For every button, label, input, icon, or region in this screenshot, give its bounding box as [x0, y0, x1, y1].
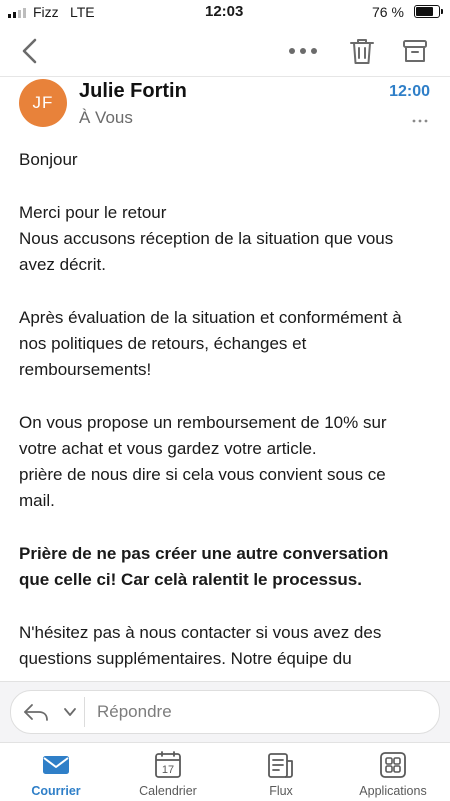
tab-label: Courrier: [31, 784, 81, 798]
apps-icon: [377, 749, 409, 781]
status-bar: [0, 0, 450, 24]
tab-applications[interactable]: [337, 743, 449, 801]
reply-separator: [84, 697, 85, 727]
more-options-button[interactable]: [286, 40, 320, 62]
chevron-left-icon: [14, 34, 48, 68]
delete-button[interactable]: [345, 34, 379, 68]
network-label: LTE: [70, 4, 95, 20]
body-line: que celle ci! Car celà ralentit le processus.: [19, 570, 362, 589]
tab-label: Applications: [359, 784, 427, 798]
battery-percent: 76 %: [372, 4, 404, 20]
tab-calendrier[interactable]: [112, 743, 224, 801]
more-horizontal-icon: [286, 40, 320, 62]
body-line: On vous propose un remboursement de 10% sur: [19, 413, 387, 432]
chevron-down-icon[interactable]: [63, 705, 77, 719]
archive-button[interactable]: [398, 34, 432, 68]
archive-icon: [398, 34, 432, 68]
message-body: [19, 147, 434, 699]
body-paragraph: [19, 410, 434, 514]
body-line: prière de nous dire si cela vous convient sous ce: [19, 465, 386, 484]
message-more-button[interactable]: [412, 112, 428, 120]
tab-label: Flux: [269, 784, 293, 798]
signal-icon: [8, 8, 26, 18]
body-line: questions supplémentaires. Notre équipe du: [19, 649, 352, 668]
reply-bar: [0, 681, 450, 743]
tab-flux[interactable]: [225, 743, 337, 801]
message-toolbar: [0, 26, 450, 76]
tab-courrier[interactable]: [0, 743, 112, 801]
body-line: remboursements!: [19, 360, 152, 379]
message-time: 12:00: [389, 83, 430, 100]
body-line: nos politiques de retours, échanges et: [19, 334, 307, 353]
reply-icon[interactable]: [23, 703, 49, 721]
bottom-tab-bar: [0, 742, 450, 801]
body-line: mail.: [19, 491, 55, 510]
carrier-label: Fizz: [33, 4, 59, 20]
toolbar-divider: [0, 76, 450, 77]
body-paragraph: [19, 147, 434, 173]
trash-icon: [345, 34, 379, 68]
body-line: Prière de ne pas créer une autre conversation: [19, 544, 389, 563]
body-paragraph: [19, 620, 434, 672]
back-button[interactable]: [14, 34, 48, 68]
body-line: avez décrit.: [19, 255, 106, 274]
status-clock: 12:03: [205, 3, 244, 20]
calendar-icon: [152, 749, 184, 781]
body-paragraph: [19, 305, 434, 383]
body-paragraph-bold: [19, 541, 434, 593]
sender-avatar[interactable]: JF: [19, 79, 67, 127]
battery-icon: [414, 5, 440, 18]
calendar-day: 17: [161, 764, 175, 776]
body-line: Après évaluation de la situation et conformément à: [19, 308, 402, 327]
body-line: Bonjour: [19, 150, 78, 169]
reply-placeholder[interactable]: Répondre: [97, 702, 172, 721]
sender-name[interactable]: Julie Fortin: [79, 80, 187, 102]
recipient-label: À Vous: [79, 108, 133, 127]
feed-icon: [265, 749, 297, 781]
more-horizontal-icon: [412, 117, 428, 125]
tab-label: Calendrier: [139, 784, 197, 798]
reply-input[interactable]: [10, 690, 440, 734]
body-line: votre achat et vous gardez votre article.: [19, 439, 317, 458]
body-line: N'hésitez pas à nous contacter si vous avez des: [19, 623, 382, 642]
body-paragraph: [19, 200, 434, 278]
mail-icon: [40, 749, 72, 781]
body-line: Merci pour le retour: [19, 203, 167, 222]
body-line: Nous accusons réception de la situation que vous: [19, 229, 394, 248]
